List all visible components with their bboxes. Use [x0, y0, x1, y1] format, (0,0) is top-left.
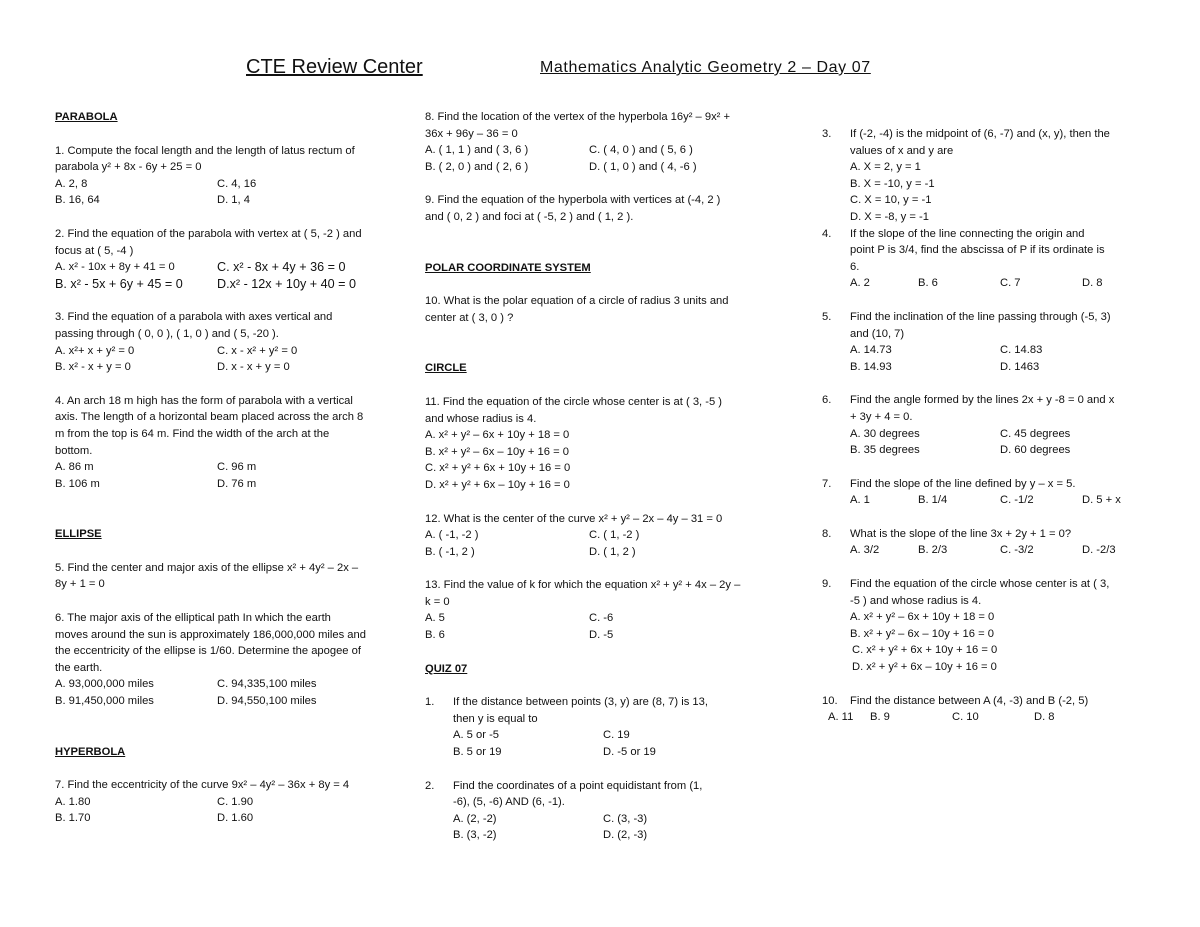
option-d: D.x² - 12x + 10y + 40 = 0: [217, 276, 356, 291]
option-a: A. 2, 8: [55, 177, 88, 190]
quiz-question-9: 9. Find the equation of the circle whose center is at ( 3, -5 ) and whose radius is 4. A. x² + y² – 6x + 10y + 18 = 0 B. x² + y² – 6x – 10y + 16 = 0 C. x² + y² + 6x + 10y + 16 = 0 D. x² + y² + 6x – 10y + 16 = 0: [822, 576, 1152, 676]
question-number: 6.: [822, 394, 832, 407]
option-c: C. -3/2: [1000, 544, 1034, 557]
question-7: 7. Find the eccentricity of the curve 9x² – 4y² – 36x + 8y = 4 A. 1.80 C. 1.90 B. 1.70 D. 1.60: [55, 777, 405, 827]
option-d: D. -5 or 19: [603, 746, 656, 759]
option-d: D. x² + y² + 6x – 10y + 16 = 0: [852, 661, 997, 674]
quiz-question-1: 1. If the distance between points (3, y) are (8, 7) is 13, then y is equal to A. 5 or -5 C. 19 B. 5 or 19 D. -5 or 19: [425, 694, 780, 760]
option-a: A. ( 1, 1 ) and ( 3, 6 ): [425, 144, 529, 157]
option-c: C. x² + y² + 6x + 10y + 16 = 0: [425, 462, 571, 475]
question-number: 7.: [822, 477, 832, 490]
option-a: A. x² + y² – 6x + 10y + 18 = 0: [425, 429, 570, 442]
option-a: A. X = 2, y = 1: [850, 161, 921, 174]
option-c: C. (3, -3): [603, 812, 648, 825]
option-c: C. x² + y² + 6x + 10y + 16 = 0: [852, 644, 998, 657]
option-d: D. ( 1, 0 ) and ( 4, -6 ): [589, 160, 697, 173]
option-c: C. 4, 16: [217, 177, 257, 190]
quiz-question-5: 5. Find the inclination of the line passing through (-5, 3) and (10, 7) A. 14.73 C. 14.83 B. 14.93 D. 1463: [822, 309, 1152, 375]
option-b: B. 9: [870, 711, 890, 724]
quiz-question-8: 8. What is the slope of the line 3x + 2y + 1 = 0? A. 3/2 B. 2/3 C. -3/2 D. -2/3: [822, 526, 1152, 559]
option-c: C. x - x² + y² = 0: [217, 344, 298, 357]
quiz-question-10: 10. Find the distance between A (4, -3) and B (-2, 5) A. 11 B. 9 C. 10 D. 8: [822, 693, 1152, 726]
option-d: D. (2, -3): [603, 829, 648, 842]
subject-title: Mathematics Analytic Geometry 2 – Day 07: [540, 59, 871, 76]
question-number: 3.: [822, 128, 832, 140]
brand-title: CTE Review Center: [246, 56, 423, 78]
quiz-question-6: 6. Find the angle formed by the lines 2x + y -8 = 0 and x + 3y + 4 = 0. A. 30 degrees C. 45 degrees B. 35 degrees D. 60 degrees: [822, 392, 1152, 458]
option-a: A. 1: [850, 494, 870, 507]
option-d: D. 94,550,100 miles: [217, 695, 317, 708]
question-12: 12. What is the center of the curve x² + y² – 2x – 4y – 31 = 0 A. ( -1, -2 ) C. ( 1, -2 ) B. ( -1, 2 ) D. ( 1, 2 ): [425, 511, 780, 561]
option-d: D. 1.60: [217, 812, 254, 825]
option-a: A. x²+ x + y² = 0: [55, 344, 135, 357]
question-number: 5.: [822, 310, 832, 323]
option-b: B. 91,450,000 miles: [55, 695, 154, 708]
section-hyperbola: HYPERBOLA: [55, 745, 126, 758]
question-number: 1.: [425, 696, 435, 709]
option-d: D. x - x + y = 0: [217, 361, 290, 374]
option-d: D. 8: [1034, 711, 1055, 724]
option-c: C. 10: [952, 711, 979, 724]
question-6: 6. The major axis of the elliptical path In which the earth moves around the sun is approximately 186,000,000 miles and the eccentricity of the ellipse is 1/60. Determine the apogee of the earth. A. 93,000,000 miles C. 94,335,100 miles B. 91,450,000 miles D. 94,550,100 miles: [55, 610, 405, 710]
question-8: 8. Find the location of the vertex of the hyperbola 16y² – 9x² + 36x + 96y – 36 = 0 A. ( 1, 1 ) and ( 3, 6 ) C. ( 4, 0 ) and ( 5, 6 ) B. ( 2, 0 ) and ( 2, 6 ) D. ( 1, 0 ) and ( 4, -6 ): [425, 109, 780, 175]
option-b: B. ( -1, 2 ): [425, 545, 475, 558]
option-b: B. x² - 5x + 6y + 45 = 0: [55, 276, 183, 291]
option-a: A. x² - 10x + 8y + 41 = 0: [55, 261, 175, 274]
question-1: 1. Compute the focal length and the length of latus rectum of parabola y² + 8x - 6y + 25 = 0 A. 2, 8 C. 4, 16 B. 16, 64 D. 1, 4: [55, 143, 405, 209]
question-number: 9.: [822, 578, 832, 591]
quiz-question-2: 2. Find the coordinates of a point equidistant from (1, -6), (5, -6) AND (6, -1). A. (2, -2) C. (3, -3) B. (3, -2) D. (2, -3): [425, 778, 780, 844]
option-a: A. 93,000,000 miles: [55, 678, 154, 691]
option-d: D. 60 degrees: [1000, 444, 1071, 457]
question-3: 3. Find the equation of a parabola with axes vertical and passing through ( 0, 0 ), ( 1, 0 ) and ( 5, -20 ). A. x²+ x + y² = 0 C. x - x² + y² = 0 B. x² - x + y = 0 D. x - x + y = 0: [55, 309, 405, 375]
option-c: C. 96 m: [217, 461, 257, 474]
question-number: 2.: [425, 779, 435, 792]
option-a: A. x² + y² – 6x + 10y + 18 = 0: [850, 611, 995, 624]
option-d: D. 5 + x: [1082, 494, 1121, 507]
section-ellipse: ELLIPSE: [55, 528, 102, 541]
option-b: B. 106 m: [55, 477, 100, 490]
option-c: C. 19: [603, 729, 630, 742]
option-c: C. -6: [589, 612, 614, 625]
option-d: D. X = -8, y = -1: [850, 210, 929, 223]
option-b: B. 1/4: [918, 494, 948, 507]
column-1: [55, 109, 405, 827]
option-a: A. 14.73: [850, 344, 892, 357]
quiz-question-7: 7. Find the slope of the line defined by y – x = 5. A. 1 B. 1/4 C. -1/2 D. 5 + x: [822, 476, 1152, 509]
option-c: C. ( 4, 0 ) and ( 5, 6 ): [589, 144, 693, 157]
option-d: D. 8: [1082, 277, 1103, 290]
option-b: B. 1.70: [55, 812, 91, 825]
option-c: C. -1/2: [1000, 494, 1034, 507]
option-a: A. 2: [850, 277, 870, 290]
option-a: A. 3/2: [850, 544, 880, 557]
option-a: A. 1.80: [55, 795, 91, 808]
option-a: A. 5 or -5: [453, 729, 500, 742]
option-b: B. (3, -2): [453, 829, 497, 842]
option-b: B. x² + y² – 6x – 10y + 16 = 0: [425, 445, 569, 458]
question-9: 9. Find the equation of the hyperbola with vertices at (-4, 2 ) and ( 0, 2 ) and foci at ( -5, 2 ) and ( 1, 2 ).: [425, 194, 721, 223]
section-polar: POLAR COORDINATE SYSTEM: [425, 261, 591, 274]
option-a: A. 30 degrees: [850, 427, 920, 440]
option-c: C. ( 1, -2 ): [589, 529, 640, 542]
question-13: 13. Find the value of k for which the equation x² + y² + 4x – 2y – k = 0 A. 5 C. -6 B. 6 D. -5: [425, 577, 780, 643]
option-b: B. 14.93: [850, 360, 892, 373]
option-b: B. 2/3: [918, 544, 948, 557]
option-b: B. 5 or 19: [453, 746, 502, 759]
option-d: D. x² + y² + 6x – 10y + 16 = 0: [425, 478, 570, 491]
header: [0, 56, 1200, 82]
question-5: 5. Find the center and major axis of the ellipse x² + 4y² – 2x – 8y + 1 = 0: [55, 561, 359, 591]
section-parabola: PARABOLA: [55, 111, 118, 123]
option-b: B. x² + y² – 6x – 10y + 16 = 0: [850, 627, 994, 640]
option-d: D. -5: [589, 629, 614, 642]
question-number: 8.: [822, 527, 832, 540]
option-b: B. 6: [918, 277, 938, 290]
section-quiz: QUIZ 07: [425, 662, 468, 675]
option-b: B. X = -10, y = -1: [850, 177, 935, 190]
option-b: B. 6: [425, 629, 445, 642]
option-c: C. x² - 8x + 4y + 36 = 0: [217, 260, 346, 275]
option-d: D. 1, 4: [217, 194, 250, 207]
option-d: D. ( 1, 2 ): [589, 545, 636, 558]
option-a: A. (2, -2): [453, 812, 497, 825]
option-c: C. 1.90: [217, 795, 254, 808]
column-3: [822, 126, 1152, 726]
question-number: 4.: [822, 227, 832, 240]
option-c: C. 94,335,100 miles: [217, 678, 317, 691]
question-2: 2. Find the equation of the parabola with vertex at ( 5, -2 ) and focus at ( 5, -4 ) A. x² - 10x + 8y + 41 = 0 C. x² - 8x + 4y + 36 = 0 B. x² - 5x + 6y + 45 = 0 D.x² - 12x + 10y + 40 = 0: [55, 226, 405, 292]
question-number: 10.: [822, 694, 838, 707]
option-b: B. x² - x + y = 0: [55, 361, 131, 374]
option-c: C. X = 10, y = -1: [850, 194, 932, 207]
question-11: 11. Find the equation of the circle whose center is at ( 3, -5 ) and whose radius is 4. A. x² + y² – 6x + 10y + 18 = 0 B. x² + y² – 6x – 10y + 16 = 0 C. x² + y² + 6x + 10y + 16 = 0 D. x² + y² + 6x – 10y + 16 = 0: [425, 394, 780, 494]
option-a: A. 11: [828, 711, 854, 724]
option-c: C. 14.83: [1000, 344, 1043, 357]
quiz-question-4: 4. If the slope of the line connecting the origin and point P is 3/4, find the abscissa of P if its ordinate is 6. A. 2 B. 6 C. 7 D. 8: [822, 226, 1152, 292]
option-a: A. 86 m: [55, 461, 94, 474]
quiz-question-3: 3. If (-2, -4) is the midpoint of (6, -7) and (x, y), then the values of x and y are A. X = 2, y = 1 B. X = -10, y = -1 C. X = 10, y = -1 D. X = -8, y = -1: [822, 126, 1152, 226]
question-10: 10. What is the polar equation of a circle of radius 3 units and center at ( 3, 0 ) ?: [425, 295, 729, 324]
option-d: D. 1463: [1000, 360, 1040, 373]
option-d: D. 76 m: [217, 477, 257, 490]
section-circle: CIRCLE: [425, 362, 467, 375]
option-d: D. -2/3: [1082, 544, 1116, 557]
question-4: 4. An arch 18 m high has the form of parabola with a vertical axis. The length of a horizontal beam placed across the arch 8 m from the top is 64 m. Find the width of the arch at the bottom. A. 86 m C. 96 m B. 106 m D. 76 m: [55, 393, 405, 493]
option-a: A. ( -1, -2 ): [425, 529, 479, 542]
option-b: B. ( 2, 0 ) and ( 2, 6 ): [425, 160, 529, 173]
option-b: B. 35 degrees: [850, 444, 920, 457]
option-a: A. 5: [425, 612, 445, 625]
option-b: B. 16, 64: [55, 194, 100, 207]
column-2: [425, 109, 780, 844]
option-c: C. 7: [1000, 277, 1021, 290]
option-c: C. 45 degrees: [1000, 427, 1071, 440]
